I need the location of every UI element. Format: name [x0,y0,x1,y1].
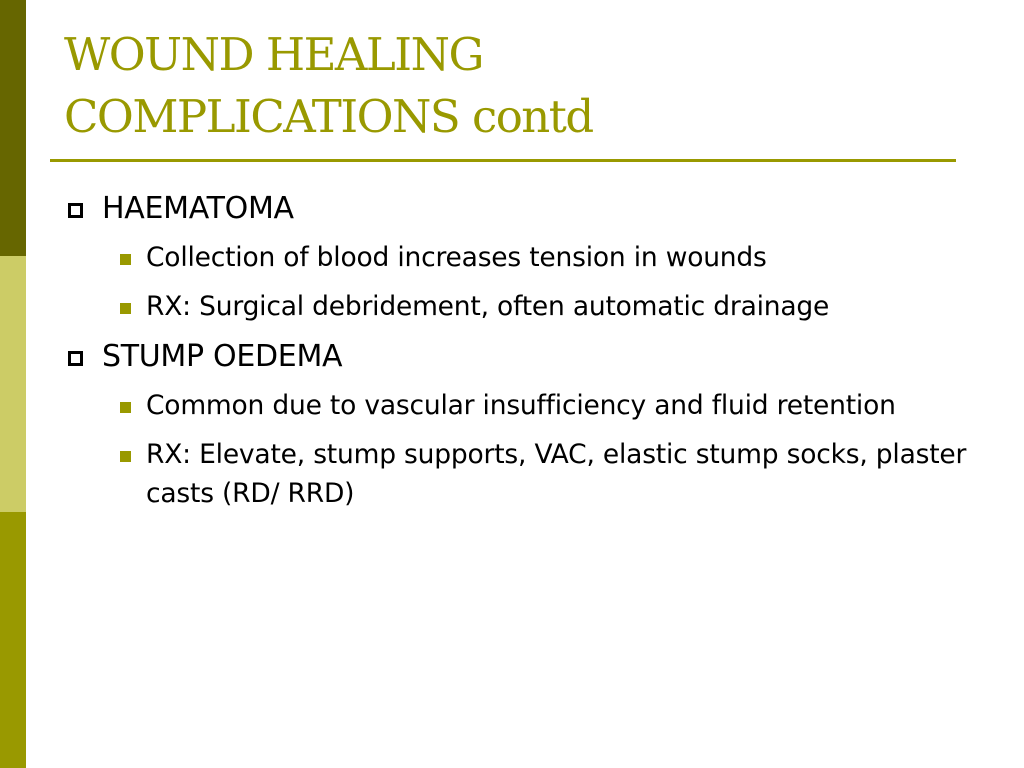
square-bullet-icon [120,451,131,462]
side-bar-top [0,0,26,256]
topic-heading-text: STUMP OEDEMA [102,339,343,374]
topic-heading [102,188,974,230]
list-item [102,386,974,425]
topic-stump-oedema [64,336,974,513]
sub-list [102,386,974,513]
slide-title-line-1: WOUND HEALING [64,28,483,81]
list-item [102,435,974,513]
square-bullet-icon [120,402,131,413]
slide-title [64,24,964,148]
topic-heading-text: HAEMATOMA [102,191,294,226]
list-item-text: RX: Surgical debridement, often automatic drainage [146,291,830,322]
side-bar-middle [0,256,26,512]
slide-content [64,188,974,523]
sub-list [102,238,974,326]
list-item [102,287,974,326]
list-item-text: Collection of blood increases tension in wounds [146,242,767,273]
slide-title-line-2: COMPLICATIONS contd [64,90,593,143]
square-bullet-icon [120,303,131,314]
list-item [102,238,974,277]
topic-haematoma [64,188,974,326]
topic-heading [102,336,974,378]
list-item-text: RX: Elevate, stump supports, VAC, elastic stump socks, plaster casts (RD/ RRD) [146,439,967,509]
hollow-square-icon [68,351,83,366]
list-item-text: Common due to vascular insufficiency and fluid retention [146,390,896,421]
title-divider [50,159,956,162]
square-bullet-icon [120,254,131,265]
hollow-square-icon [68,203,83,218]
side-bar-bottom [0,512,26,768]
